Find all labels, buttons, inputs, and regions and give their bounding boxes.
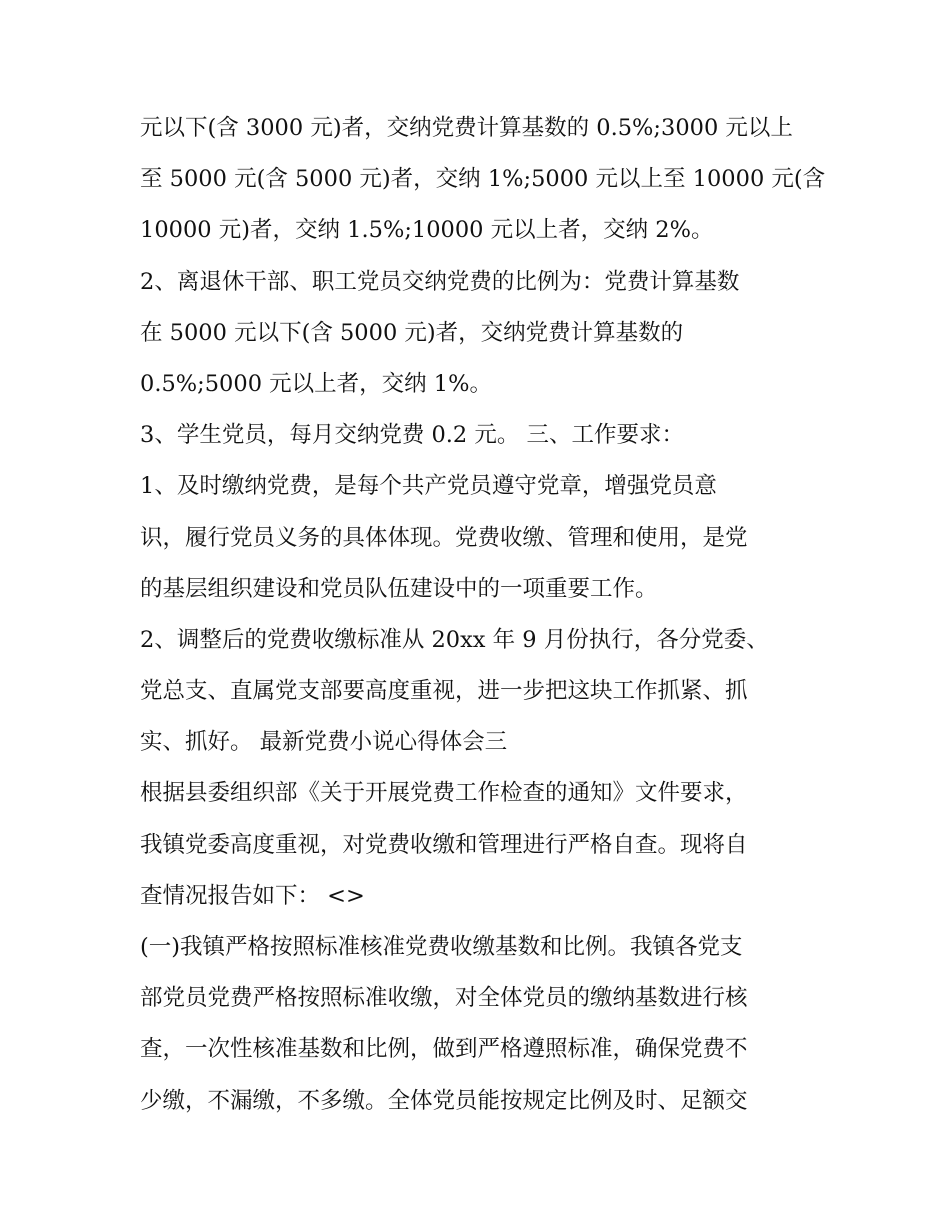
text-line: 1、及时缴纳党费，是每个共产党员遵守党章，增强党员意 [140,473,717,500]
text-line: 实、抓好。 最新党费小说心得体会三 [140,729,508,756]
text-line: 的基层组织建设和党员队伍建设中的一项重要工作。 [140,575,658,602]
text-line: 查情况报告如下： <> [140,882,365,909]
text-line: 至 5000 元(含 5000 元)者，交纳 1%;5000 元以上至 10000 元(含 [140,166,826,193]
text-line: 在 5000 元以下(含 5000 元)者，交纳党费计算基数的 [140,319,684,346]
text-line: 10000 元)者，交纳 1.5%;10000 元以上者，交纳 2%。 [140,217,714,244]
text-line: 2、调整后的党费收缴标准从 20xx 年 9 月份执行，各分党委、 [140,626,769,653]
document-body [140,103,830,1127]
text-line: 识，履行党员义务的具体体现。党费收缴、管理和使用，是党 [140,524,748,551]
text-line: 部党员党费严格按照标准收缴，对全体党员的缴纳基数进行核 [140,985,748,1012]
text-line: 少缴，不漏缴，不多缴。全体党员能按规定比例及时、足额交 [140,1087,748,1114]
text-line: 0.5%;5000 元以上者，交纳 1%。 [140,370,493,397]
text-line: 党总支、直属党支部要高度重视，进一步把这块工作抓紧、抓 [140,678,748,705]
text-line: 3、学生党员，每月交纳党费 0.2 元。 三、工作要求： [140,422,685,449]
text-line: 我镇党委高度重视，对党费收缴和管理进行严格自查。现将自 [140,831,748,858]
text-line: (一)我镇严格按照标准核准党费收缴基数和比例。我镇各党支 [140,934,743,960]
text-line: 元以下(含 3000 元)者，交纳党费计算基数的 0.5%;3000 元以上 [140,115,793,141]
text-line: 查，一次性核准基数和比例，做到严格遵照标准，确保党费不 [140,1036,748,1063]
text-line: 2、离退休干部、职工党员交纳党费的比例为：党费计算基数 [140,268,740,295]
text-line: 根据县委组织部《关于开展党费工作检查的通知》文件要求， [140,780,748,807]
